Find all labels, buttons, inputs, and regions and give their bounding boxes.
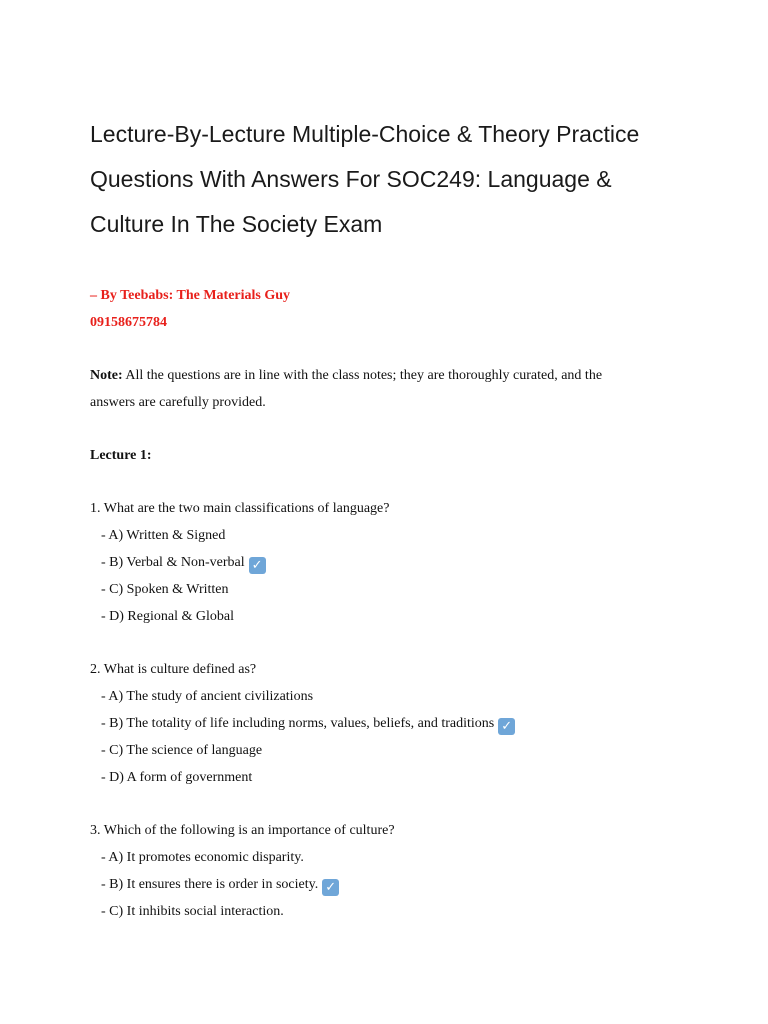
- note-label: Note:: [90, 368, 123, 383]
- option-text: - B) It ensures there is order in society.: [101, 877, 319, 892]
- check-mark-button-icon: ✓: [322, 879, 339, 896]
- answer-option: [90, 764, 690, 791]
- answer-option: [90, 683, 690, 710]
- check-mark-button-icon: ✓: [498, 718, 515, 735]
- document-body: [90, 282, 690, 925]
- option-text: - A) Written & Signed: [101, 528, 226, 543]
- answer-option: [90, 576, 690, 603]
- option-text: - D) A form of government: [101, 770, 253, 785]
- answer-option-correct: [90, 710, 690, 737]
- check-mark-button-icon: ✓: [249, 557, 266, 574]
- question-text: 3. Which of the following is an importance of culture?: [90, 823, 395, 838]
- section-heading: Lecture 1:: [90, 448, 152, 463]
- spacer: [90, 416, 690, 442]
- author-line: – By Teebabs: The Materials Guy: [90, 288, 291, 303]
- answer-option: [90, 844, 690, 871]
- question-block: [90, 656, 690, 791]
- spacer: [90, 791, 690, 817]
- spacer: [90, 630, 690, 656]
- answer-option: [90, 603, 690, 630]
- note-paragraph-continued: answers are carefully provided.: [90, 395, 266, 410]
- spacer: [90, 336, 690, 362]
- answer-option: [90, 898, 690, 925]
- option-text: - B) Verbal & Non-verbal: [101, 555, 245, 570]
- document-title: Lecture-By-Lecture Multiple-Choice & Theory Practice Questions With Answers For SOC249: Language & Culture In The Society Exam: [90, 121, 640, 237]
- author-phone: 09158675784: [90, 315, 167, 330]
- option-text: - B) The totality of life including norms, values, beliefs, and traditions: [101, 716, 495, 731]
- question-block: [90, 495, 690, 630]
- answer-option-correct: [90, 549, 690, 576]
- answer-option: [90, 522, 690, 549]
- note-text: All the questions are in line with the class notes; they are thoroughly curated, and the: [122, 368, 603, 383]
- option-text: - A) The study of ancient civilizations: [101, 689, 314, 704]
- answer-option-correct: [90, 871, 690, 898]
- option-text: - A) It promotes economic disparity.: [101, 850, 304, 865]
- spacer: [90, 469, 690, 495]
- answer-option: [90, 737, 690, 764]
- option-text: - D) Regional & Global: [101, 609, 234, 624]
- note-paragraph: [90, 362, 690, 389]
- question-text: 2. What is culture defined as?: [90, 662, 257, 677]
- question-text: 1. What are the two main classifications of language?: [90, 501, 390, 516]
- option-text: - C) It inhibits social interaction.: [101, 904, 284, 919]
- option-text: - C) The science of language: [101, 743, 263, 758]
- question-block: [90, 817, 690, 925]
- option-text: - C) Spoken & Written: [101, 582, 229, 597]
